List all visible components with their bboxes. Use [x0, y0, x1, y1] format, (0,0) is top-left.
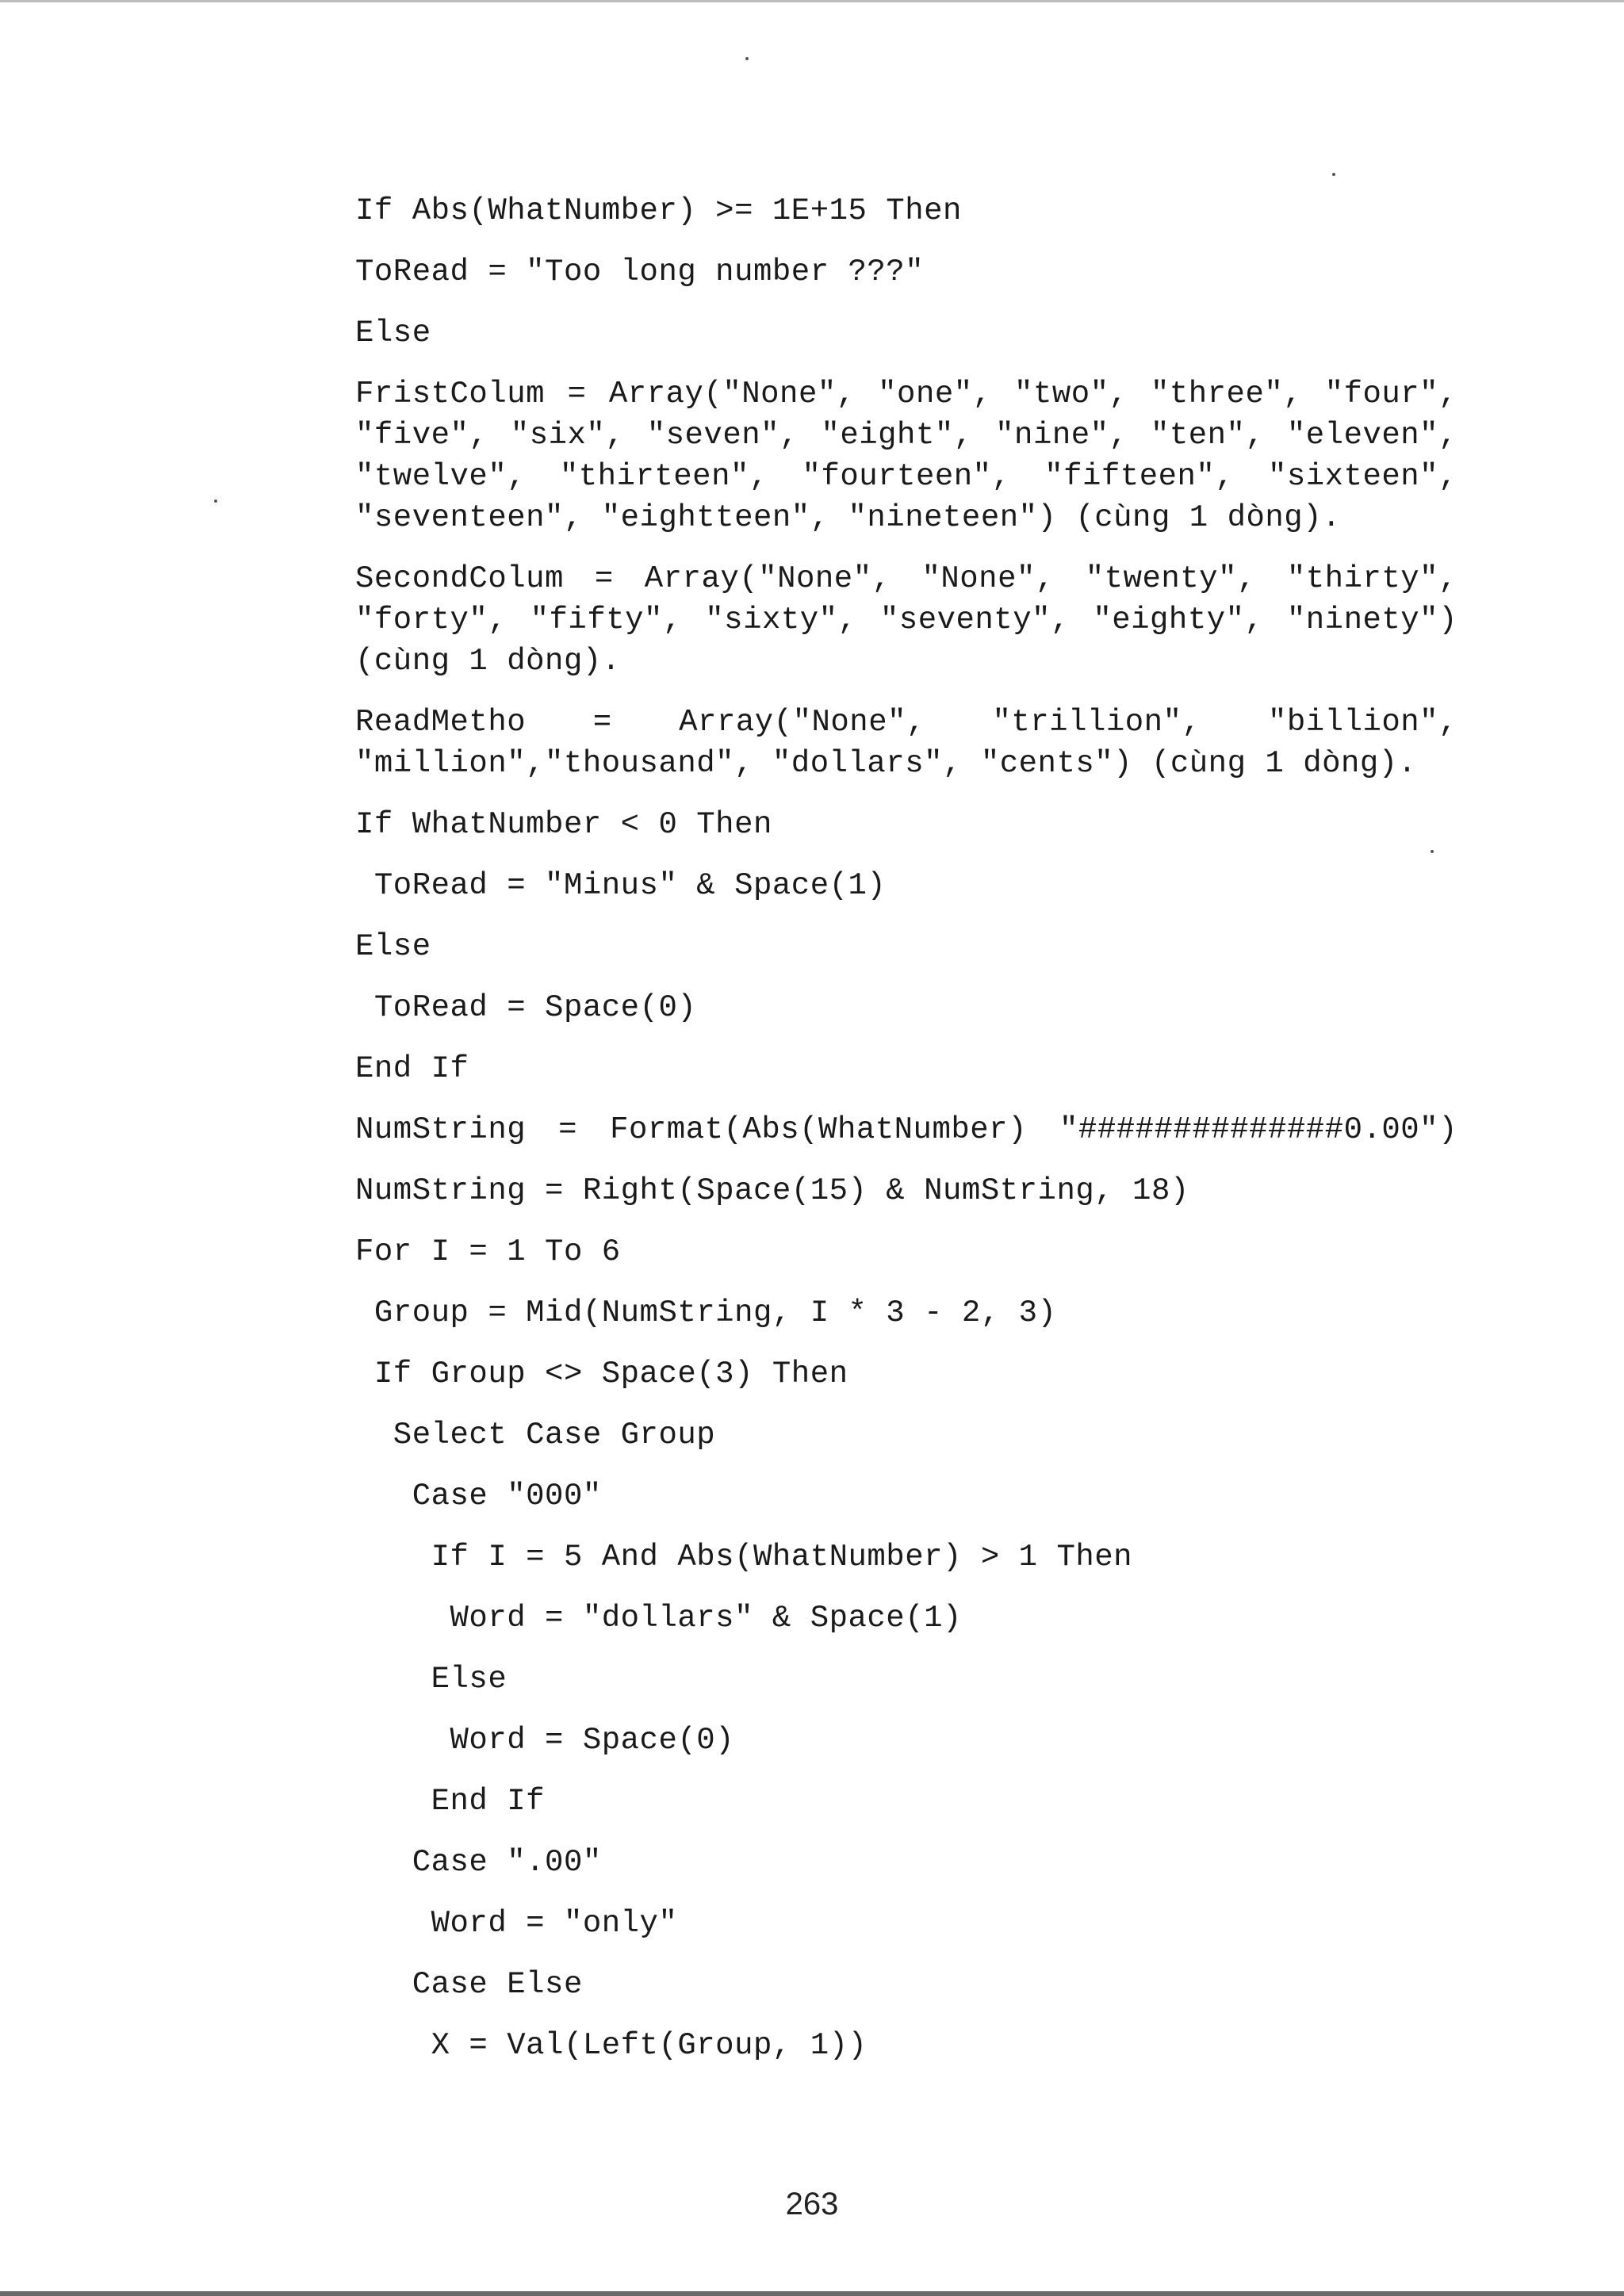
code-line: Word = "only" — [355, 1906, 678, 1941]
code-line-wrapped: NumString = Format(Abs(WhatNumber) "##############0.00") — [355, 1112, 1457, 1147]
scan-edge-top — [0, 0, 1624, 2]
code-line: ToRead = Space(0) — [355, 990, 697, 1025]
code-line: If Abs(WhatNumber) >= 1E+15 Then — [355, 193, 962, 228]
scan-speck — [1431, 850, 1434, 853]
code-line: X = Val(Left(Group, 1)) — [355, 2028, 868, 2063]
code-line: ToRead = "Minus" & Space(1) — [355, 868, 887, 903]
code-line: Case ".00" — [355, 1845, 602, 1880]
code-line: Word = Space(0) — [355, 1723, 735, 1758]
code-line: Else — [355, 316, 431, 350]
code-line-wrapped: ReadMetho = Array("None", "trillion", "billion", "million","thousand", "dollars", "cents") (cùng 1 dòng). — [355, 705, 1477, 781]
page-number: 263 — [785, 2187, 839, 2221]
code-line: Case Else — [355, 1967, 583, 2002]
scan-speck — [1332, 173, 1335, 176]
code-line-wrapped: FristColum = Array("None", "one", "two", "three", "four", "five", "six", "seven", "eight", "nine", "ten", "eleven", "twelve", "thirteen", "fourteen", "fifteen", "sixteen", "seventeen", "eightteen", "nineteen") (cùng 1 dòng). — [355, 377, 1477, 535]
code-line: End If — [355, 1784, 546, 1819]
code-line: Select Case Group — [355, 1418, 716, 1452]
code-line: NumString = Right(Space(15) & NumString, 18) — [355, 1173, 1189, 1208]
code-line: ToRead = "Too long number ???" — [355, 254, 925, 289]
code-line: Else — [355, 929, 431, 964]
code-line: If Group <> Space(3) Then — [355, 1357, 848, 1391]
code-line: If WhatNumber < 0 Then — [355, 807, 772, 842]
code-listing — [355, 190, 1477, 2086]
scan-speck — [214, 499, 217, 503]
code-line: Group = Mid(NumString, I * 3 - 2, 3) — [355, 1295, 1057, 1330]
code-line-wrapped: SecondColum = Array("None", "None", "twenty", "thirty", "forty", "fifty", "sixty", "seventy", "eighty", "ninety") (cùng 1 dòng). — [355, 561, 1477, 679]
code-line: Case "000" — [355, 1479, 602, 1513]
code-line: End If — [355, 1051, 469, 1086]
code-line: Else — [355, 1662, 508, 1697]
code-line: For I = 1 To 6 — [355, 1234, 621, 1269]
scan-speck — [745, 57, 749, 60]
code-line: If I = 5 And Abs(WhatNumber) > 1 Then — [355, 1540, 1133, 1575]
code-line: Word = "dollars" & Space(1) — [355, 1601, 962, 1636]
scan-edge-bottom — [0, 2291, 1624, 2296]
